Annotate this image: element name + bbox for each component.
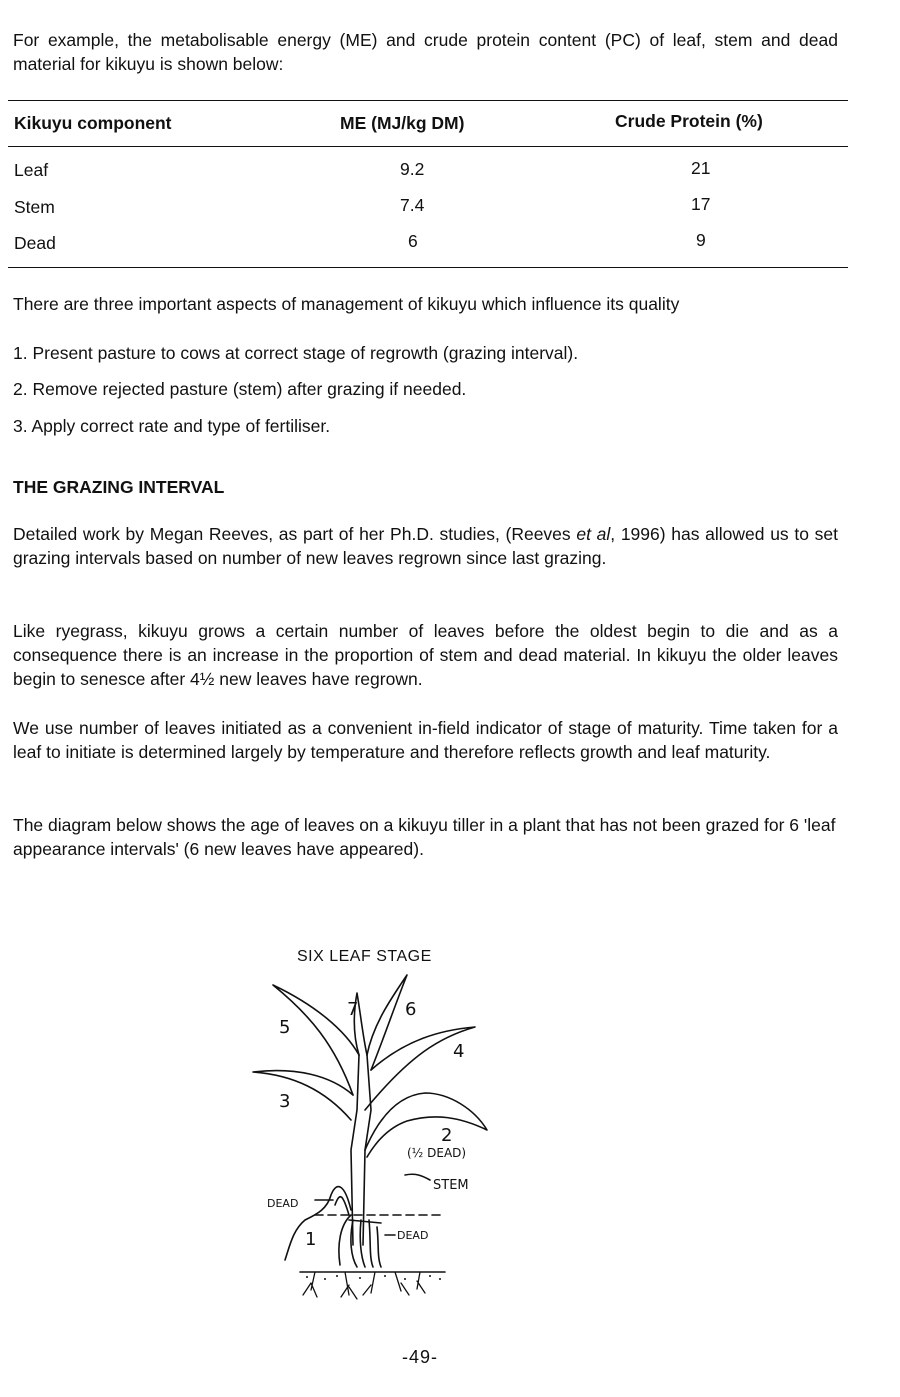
- intro-paragraph: For example, the metabolisable energy (ME) and crude protein content (PC) of leaf, stem and dead material for kikuyu is shown below:: [13, 30, 838, 74]
- stem-leader: [405, 1174, 430, 1180]
- dead-label-right: DEAD: [397, 1229, 429, 1242]
- aspects-intro: There are three important aspects of management of kikuyu which influence its quality: [13, 294, 680, 314]
- soil-dot: [429, 1275, 431, 1277]
- leaf-1: [339, 1215, 351, 1265]
- table-cell: Leaf: [14, 160, 49, 180]
- dead-sheath: [351, 1220, 381, 1267]
- half-dead-label: (½ DEAD): [407, 1146, 467, 1160]
- leaf-label-5: 5: [279, 1017, 291, 1038]
- table-cell: 9.2: [400, 159, 425, 179]
- paragraph-reeves: [13, 522, 838, 570]
- table-bottom-rule: [8, 267, 848, 268]
- kikuyu-tiller-diagram: [245, 945, 505, 1305]
- leaf-label-4: 4: [453, 1041, 465, 1062]
- leaf-label-2: 2: [441, 1125, 453, 1146]
- dead-sheath: [349, 1220, 381, 1223]
- page-number: -49-: [401, 1347, 438, 1367]
- table-cell: Dead: [14, 233, 56, 253]
- leaf-6: [367, 975, 407, 1070]
- leaf-label-1: 1: [305, 1229, 317, 1250]
- soil-dot: [359, 1277, 361, 1279]
- soil-dot: [404, 1278, 406, 1280]
- roots: [303, 1272, 425, 1299]
- soil-dot: [336, 1275, 338, 1277]
- aspect-item: 2. Remove rejected pasture (stem) after grazing if needed.: [13, 379, 467, 399]
- table-cell: 17: [691, 194, 711, 214]
- para1-text: Detailed work by Megan Reeves, as part of her Ph.D. studies, (Reeves: [13, 524, 577, 544]
- dead-label-left: DEAD: [267, 1197, 299, 1210]
- para1-text-end: , 1996) has allowed us to set grazing intervals based on number of new leaves regrown since last grazing.: [13, 524, 838, 568]
- table-cell: 21: [691, 158, 711, 178]
- aspect-item: 1. Present pasture to cows at correct stage of regrowth (grazing interval).: [13, 343, 579, 363]
- paragraph-indicator: We use number of leaves initiated as a convenient in-field indicator of stage of maturity. Time taken for a leaf to initiate is determined largely by temperature and therefore reflects growth and leaf maturity.: [13, 718, 838, 762]
- header-component: Kikuyu component: [14, 113, 172, 133]
- table-cell: 6: [408, 231, 418, 251]
- soil-dot: [384, 1275, 386, 1277]
- table-cell: 7.4: [400, 195, 425, 215]
- stem-line: [351, 1055, 359, 1245]
- paragraph-ryegrass: Like ryegrass, kikuyu grows a certain number of leaves before the oldest begin to die and as a consequence there is an increase in the proportion of stem and dead material. In kikuyu the older leaves begin to senesce after 4½ new leaves have regrown.: [13, 621, 838, 689]
- table-cell: 9: [696, 230, 706, 250]
- leaf-label-3: 3: [279, 1091, 291, 1112]
- table-cell: Stem: [14, 197, 55, 217]
- para1-italic: et al: [576, 524, 611, 544]
- header-me: ME (MJ/kg DM): [340, 113, 465, 133]
- diagram-title: SIX LEAF STAGE: [297, 948, 432, 965]
- soil-dot: [439, 1278, 441, 1280]
- soil-dot: [324, 1278, 326, 1280]
- dead-leaf-left: [335, 1197, 349, 1215]
- leaf-label-6: 6: [405, 999, 417, 1020]
- soil-dot: [306, 1276, 308, 1278]
- stem-label: STEM: [433, 1178, 469, 1193]
- aspect-item: 3. Apply correct rate and type of fertiliser.: [13, 416, 331, 436]
- table-header-rule: [8, 146, 848, 147]
- leaf-3: [253, 1071, 353, 1120]
- section-heading: THE GRAZING INTERVAL: [13, 477, 225, 497]
- leaf-4: [365, 1027, 475, 1110]
- leaf-label-7: 7: [347, 999, 359, 1020]
- table-top-rule: [8, 100, 848, 101]
- paragraph-diagram-intro: The diagram below shows the age of leaves on a kikuyu tiller in a plant that has not been grazed for 6 'leaf appearance intervals' (6 new leaves have appeared).: [13, 815, 836, 859]
- header-crude-protein: Crude Protein (%): [615, 111, 763, 131]
